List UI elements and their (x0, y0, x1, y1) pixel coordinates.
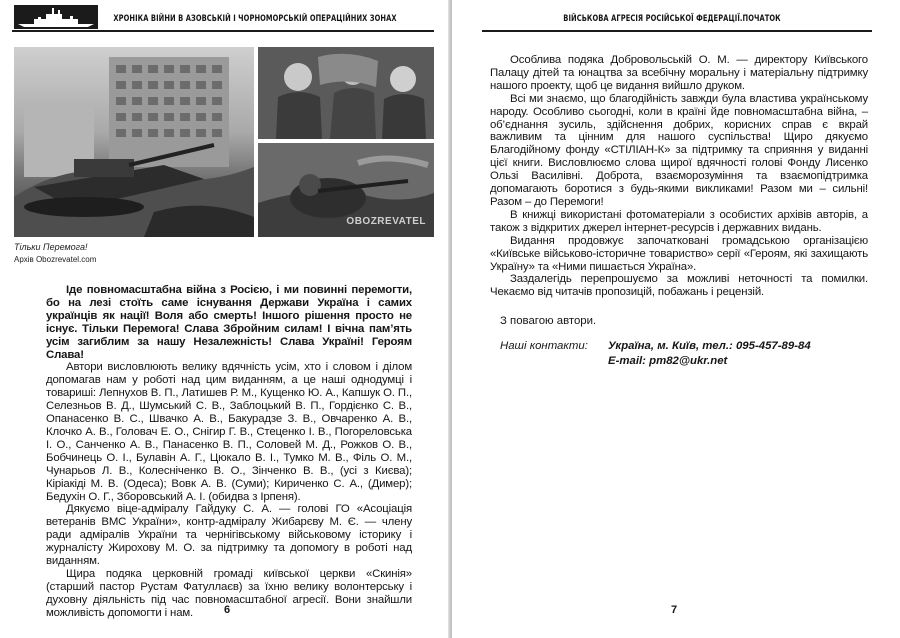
photo-credit: Архів Obozrevatel.com (14, 255, 97, 264)
left-body-text (46, 284, 412, 620)
photo-watermark: OBOZREVATEL (346, 216, 426, 227)
closing-signature: З повагою автори. (500, 315, 597, 327)
page-number-left: 6 (224, 604, 231, 616)
paragraph-thanks-palace: Особлива подяка Добровольській О. М. — директору Київського Палацу дітей та юнацтва за всебічну моральну і матеріальну підтримку нашого проекту, щоб це видання вийшло друком. (490, 54, 868, 92)
right-page (452, 0, 900, 638)
paragraph-thanks-church: Щира подяка церковній громаді київської церкви «Скинія» (старший пастор Рустам Фатуллаєв) за їхню велику волонтерську і духовну діяльність під час повномасштабної агресії. Вони знайшли можливість допомогти і нам. (46, 567, 412, 619)
photo-caption: Тільки Перемога! (14, 242, 88, 252)
paragraph-charity: Всі ми знаємо, що благодійність завжди була властива українському народу. Особливо сьогодні, коли в країні йде повномасштабна війна, – об’єднання зусиль, здійснення добрих, корисних справ є вкрай важливим та цінним для нашого суспільства! Щиро дякуємо Благодійному фонду «СТІЛІАН-К» за підтримку та сприяння у виданні цієї книги. Висловлюємо слова щирої вдячності голові Фонду Лисенко Ользі Василівні. Доброта, взаєморозуміння та взаємопідтримка допомагають боротися з будь-якими викликами! Разом ми – сильні! Разом – до Перемоги! (490, 92, 868, 208)
paragraph-apology: Заздалегідь перепрошуємо за можливі неточності та помилки. Чекаємо від читачів пропозицій, побажань і рецензій. (490, 273, 868, 299)
running-head-left: ХРОНІКА ВІЙНИ В АЗОВСЬКІЙ І ЧОРНОМОРСЬКІЙ ОПЕРАЦІЙНИХ ЗОНАХ (113, 14, 397, 24)
header-rule (482, 30, 872, 32)
photo-soldiers-flag (258, 47, 434, 139)
contacts-label: Наші контакти: (500, 340, 588, 352)
right-body-text (490, 54, 868, 299)
photo-tank-city (14, 47, 254, 237)
warship-icon (14, 5, 98, 29)
paragraph-thanks-admirals: Дякуємо віце-адміралу Гайдуку С. А. — голові ГО «Асоціація ветеранів ВМС України», контр-адміралу Жибарєву М. Є. — члену ради адміралів України та чернігівському військовому історику і журналісту Жирохову М. О. за підтримку та допомогу в роботі над виданням. (46, 503, 412, 568)
contacts-email: E-mail: pm82@ukr.net (608, 355, 728, 367)
paragraph-series: Видання продовжує започатковані громадською організацією «Київське військово-історичне товариство» серії «Героям, які захищають Україну» та «Ними пишається Україна». (490, 234, 868, 273)
photo-collage (14, 47, 434, 237)
page-number-right: 7 (671, 604, 678, 616)
running-head-right: ВІЙСЬКОВА АГРЕСІЯ РОСІЙСЬКОЇ ФЕДЕРАЦІЇ.ПОЧАТОК (563, 14, 781, 24)
header-rule (12, 30, 434, 32)
paragraph-appeal: Іде повномасштабна війна з Росією, і ми повинні перемогти, бо на лезі стоїть саме існування Держави Україна і самих українців як нації! Воля або смерть! Іншого рішення просто не існує. Тільки Перемога! Слава Збройним силам! І вічна пам’ять усім загиблим за нашу Незалежність! Слава Україні! Героям Слава! (46, 284, 412, 361)
contacts-address-phone: Україна, м. Київ, тел.: 095-457-89-84 (608, 340, 811, 352)
paragraph-acknowledgement: Автори висловлюють велику вдячність усім, хто і словом і ділом допомагав нам у роботі над цим виданням, а це наші однодумці і товариші: Лепнухов В. П., Латишев Р. М., Кущенко Ю. А., Капшук О. П., Селезньов В. Д., Шумський С. В., Заблоцький В. П., Гордієнко С. В., Опанасенко В. С., Швачко А. В., Бакурадзе З. В., Овчаренко А. В., Клочко А. В., Головач Е. О., Снігир Г. В., Стеценко І. В., Погореловська І. О., Санченко А. В., Панасенко В. П., Соловей М. Д., Рожков О. В., Бобчинець О. І., Булавін А. Г., Цюкало В. І., Тумко М. В., Філь О. М., Чунарьов Л. В., Колесніченко В. О., Зінченко В. В., (усі з Києва); Кіріакіді М. В. (Одеса); Вовк А. В. (Суми); Кириченко С. А., (Димер); Бедухін О. Г., Зборовський А. І. (обидва з Ірпеня). (46, 361, 412, 503)
photo-soldier-rifle (258, 143, 434, 237)
paragraph-photo-sources: В книжці використані фотоматеріали з особистих архівів авторів, а також з відкритих джерел інтернет-ресурсів і державних видань. (490, 208, 868, 234)
